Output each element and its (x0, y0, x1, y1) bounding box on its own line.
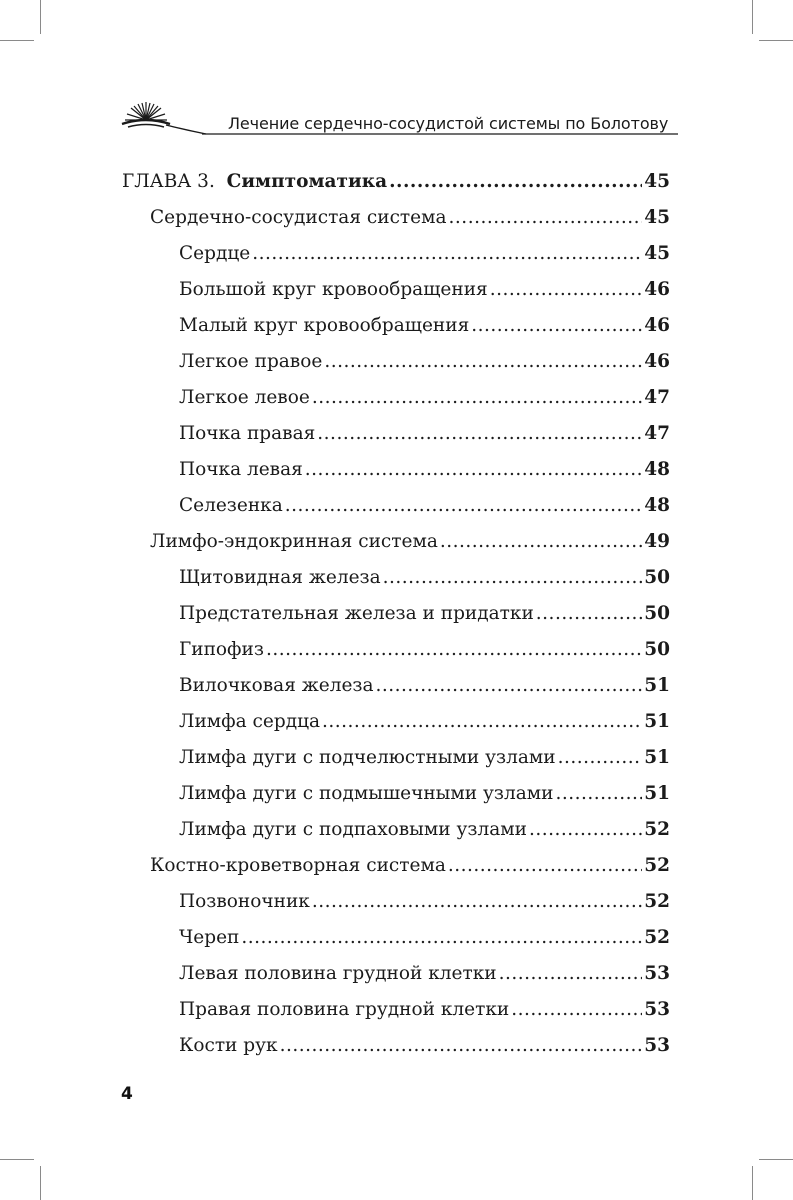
toc-leader-dots (312, 383, 642, 413)
toc-entry-label: Левая половина грудной клетки (179, 963, 497, 984)
toc-entry-label: Кости рук (179, 1035, 278, 1056)
toc-leader-dots (558, 743, 643, 773)
toc-page-number: 50 (644, 603, 670, 624)
crop-mark (759, 1159, 793, 1160)
toc-leader-dots (252, 239, 642, 269)
toc-entry-row[interactable] (179, 491, 670, 521)
toc-entry-label: Лимфа дуги с подмышечными узлами (179, 783, 554, 804)
toc-entry-row[interactable] (179, 311, 670, 341)
toc-leader-dots (499, 959, 643, 989)
toc-page-number: 51 (644, 711, 670, 732)
toc-entry-row[interactable] (179, 959, 670, 989)
toc-entry-label: Малый круг кровообращения (179, 315, 470, 336)
toc-entry-row[interactable] (179, 563, 670, 593)
toc-entry-label: Легкое правое (179, 351, 323, 372)
toc-entry-row[interactable] (179, 995, 670, 1025)
toc-leader-dots (511, 995, 642, 1025)
toc-leader-dots (440, 527, 642, 557)
toc-leader-dots (555, 779, 642, 809)
toc-leader-dots (536, 599, 642, 629)
toc-page-number: 50 (644, 567, 670, 588)
toc-page-number: 46 (644, 351, 670, 372)
toc-entry-row[interactable] (179, 923, 670, 953)
crop-mark (759, 40, 793, 41)
toc-entry-row[interactable] (179, 419, 670, 449)
toc-entry-label: Гипофиз (179, 639, 264, 660)
toc-entry-label: Лимфа дуги с подчелюстными узлами (179, 747, 556, 768)
toc-entry-row[interactable] (179, 275, 670, 305)
toc-entry-label: Сердечно-сосудистая система (150, 207, 447, 228)
toc-page-number: 52 (644, 891, 670, 912)
toc-leader-dots (471, 311, 642, 341)
toc-entry-row[interactable] (179, 239, 670, 269)
page-number: 4 (121, 1084, 133, 1104)
running-header (118, 94, 678, 140)
toc-entry-row[interactable] (179, 887, 670, 917)
toc-entry-label: Большой круг кровообращения (179, 279, 488, 300)
toc-leader-dots (324, 347, 642, 377)
crop-mark (0, 40, 34, 41)
toc-entry-label: Лимфо-эндокринная система (150, 531, 438, 552)
toc-leader-dots (241, 923, 642, 953)
toc-entry-row[interactable] (179, 671, 670, 701)
toc-leader-dots (312, 887, 642, 917)
toc-entry-label: Костно-кроветворная система (150, 855, 446, 876)
toc-entry-row[interactable] (150, 851, 670, 881)
toc-page-number: 46 (644, 315, 670, 336)
toc-entry-label: Почка правая (179, 423, 316, 444)
toc-page-number: 45 (644, 243, 670, 264)
toc-entry-row[interactable] (179, 599, 670, 629)
toc-entry-label: Легкое левое (179, 387, 310, 408)
toc-leader-dots (305, 455, 642, 485)
toc-page-number: 51 (644, 675, 670, 696)
toc-page-number: 53 (644, 999, 670, 1020)
toc-leader-dots (448, 851, 642, 881)
crop-mark (752, 0, 753, 34)
toc-chapter-title: Симптоматика (226, 171, 388, 192)
toc-entry-label: Вилочковая железа (179, 675, 374, 696)
toc-page-number: 51 (644, 783, 670, 804)
toc-leader-dots (376, 671, 643, 701)
crop-mark (752, 1166, 753, 1200)
toc-entry-label: Щитовидная железа (179, 567, 381, 588)
toc-entry-label: Череп (179, 927, 240, 948)
toc-page-number: 47 (644, 387, 670, 408)
toc-page-number: 47 (644, 423, 670, 444)
toc-entry-row[interactable] (179, 1031, 670, 1061)
crop-mark (0, 1159, 34, 1160)
toc-chapter-row[interactable] (122, 167, 670, 197)
toc-page-number: 48 (644, 459, 670, 480)
toc-page-number: 48 (644, 495, 670, 516)
toc-entry-row[interactable] (179, 815, 670, 845)
toc-entry-row[interactable] (179, 347, 670, 377)
toc-leader-dots (322, 707, 642, 737)
toc-leader-dots (266, 635, 642, 665)
toc-entry-row[interactable] (179, 383, 670, 413)
crop-mark (40, 1166, 41, 1200)
toc-leader-dots (383, 563, 643, 593)
toc-chapter-prefix: ГЛАВА 3. (122, 171, 215, 192)
toc-entry-label: Селезенка (179, 495, 283, 516)
toc-entry-row[interactable] (150, 527, 670, 557)
toc-entry-label: Правая половина грудной клетки (179, 999, 510, 1020)
toc-entry-row[interactable] (179, 635, 670, 665)
toc-entry-label: Позвоночник (179, 891, 310, 912)
crop-mark (40, 0, 41, 34)
toc-page-number: 46 (644, 279, 670, 300)
toc-entry-row[interactable] (179, 455, 670, 485)
toc-entry-row[interactable] (179, 707, 670, 737)
toc-page-number: 49 (644, 531, 670, 552)
toc-page-number: 51 (644, 747, 670, 768)
toc-leader-dots (280, 1031, 643, 1061)
toc-page-number: 53 (644, 1035, 670, 1056)
toc-entry-label: Почка левая (179, 459, 303, 480)
toc-leader-dots (389, 167, 642, 197)
toc-leader-dots (490, 275, 643, 305)
toc-entry-row[interactable] (150, 203, 670, 233)
toc-page-number: 45 (644, 207, 670, 228)
toc-leader-dots (529, 815, 642, 845)
toc-page-number: 45 (644, 171, 670, 192)
toc-leader-dots (449, 203, 643, 233)
toc-leader-dots (285, 491, 642, 521)
running-header-title: Лечение сердечно-сосудистой системы по Болотову (228, 114, 669, 133)
toc-entry-label: Сердце (179, 243, 251, 264)
toc-entry-label: Предстательная железа и придатки (179, 603, 534, 624)
toc-entry-row[interactable] (179, 779, 670, 809)
toc-entry-label: Лимфа сердца (179, 711, 321, 732)
toc-page-number: 52 (644, 855, 670, 876)
toc-leader-dots (317, 419, 642, 449)
toc-page-number: 53 (644, 963, 670, 984)
toc-entry-row[interactable] (179, 743, 670, 773)
toc-chapter-label (122, 167, 387, 197)
toc-page-number: 52 (644, 927, 670, 948)
toc-page-number: 52 (644, 819, 670, 840)
toc-entry-label: Лимфа дуги с подпаховыми узлами (179, 819, 527, 840)
toc-page-number: 50 (644, 639, 670, 660)
